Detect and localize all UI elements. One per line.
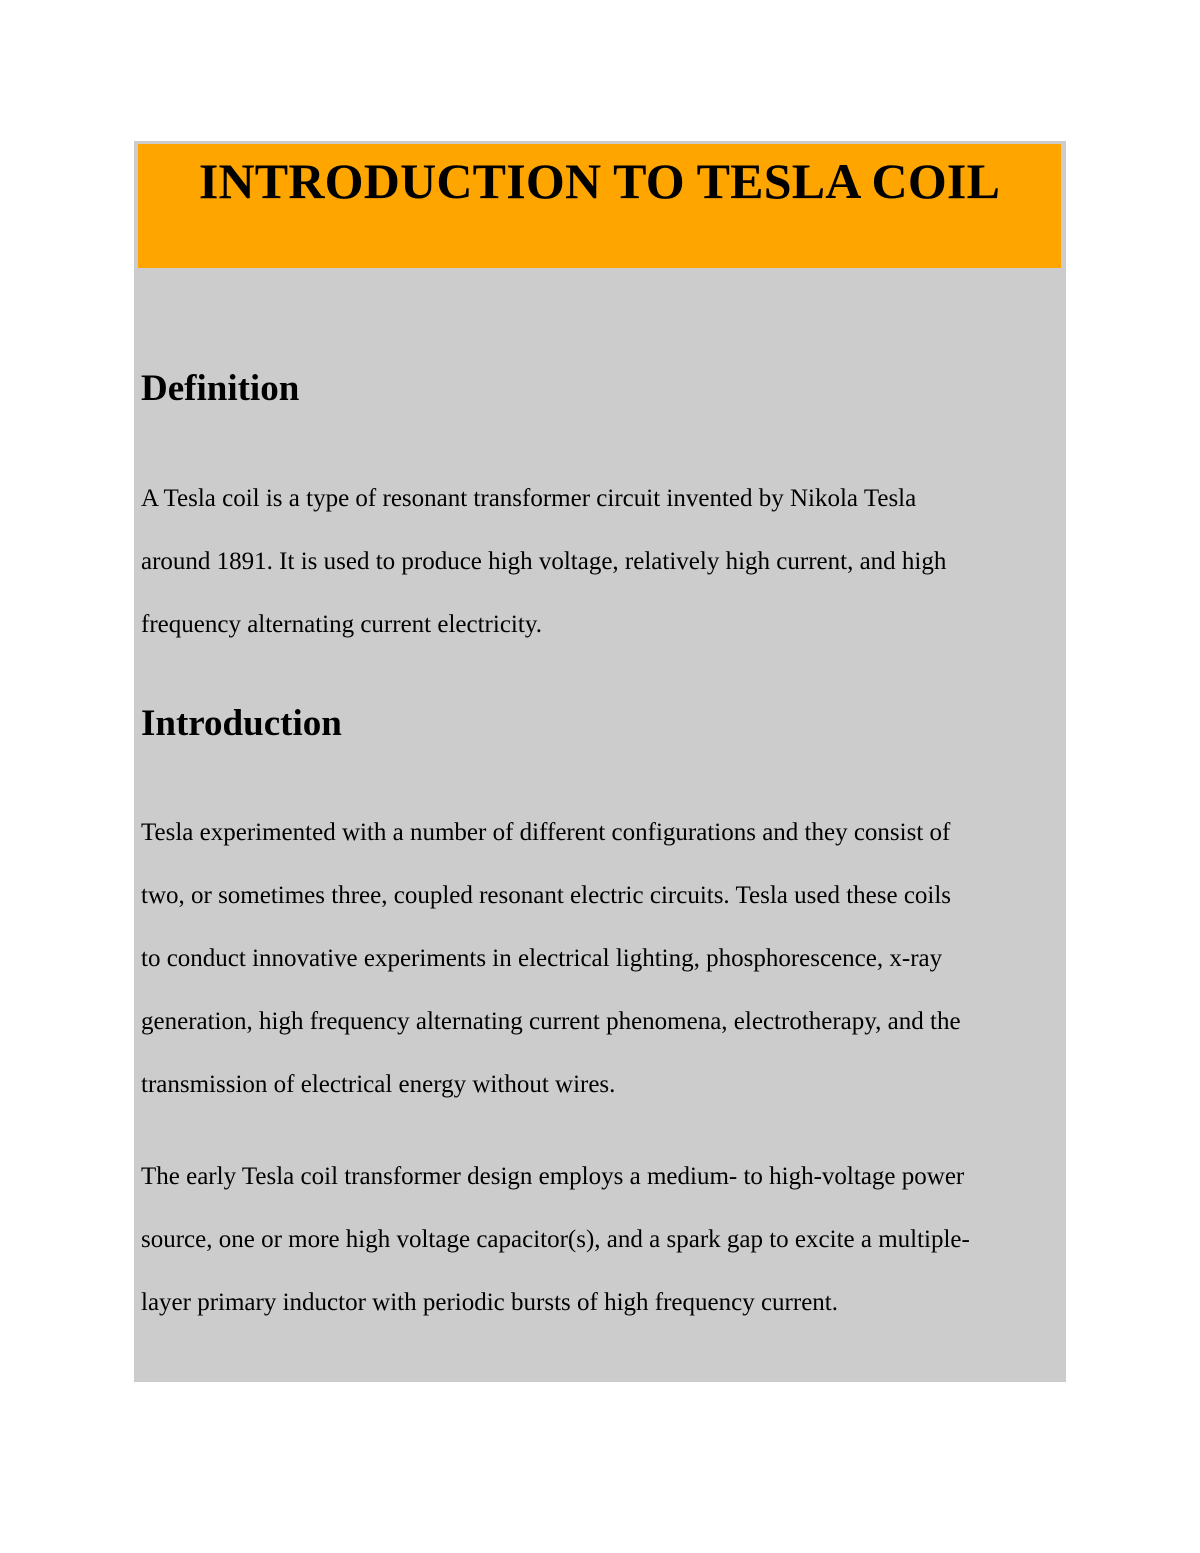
paragraph-line: source, one or more high voltage capacitor(s), and a spark gap to excite a multiple- <box>141 1226 970 1253</box>
paragraph-line: around 1891. It is used to produce high voltage, relatively high current, and high <box>141 548 947 575</box>
introduction-paragraph-1 <box>141 801 1056 1116</box>
introduction-paragraph-2 <box>141 1145 1056 1334</box>
paragraph-line: layer primary inductor with periodic bursts of high frequency current. <box>141 1289 838 1316</box>
paragraph-line: two, or sometimes three, coupled resonant electric circuits. Tesla used these coils <box>141 882 952 909</box>
paragraph-line: frequency alternating current electricity. <box>141 611 542 638</box>
definition-paragraph <box>141 467 1056 656</box>
title-banner <box>138 144 1061 268</box>
paragraph-line: Tesla experimented with a number of different configurations and they consist of <box>141 819 951 846</box>
paragraph-line: generation, high frequency alternating current phenomena, electrotherapy, and the <box>141 1008 961 1035</box>
document-panel <box>134 141 1066 1382</box>
paragraph-line: The early Tesla coil transformer design employs a medium- to high-voltage power <box>141 1163 965 1190</box>
page-title: INTRODUCTION TO TESLA COIL <box>198 153 1001 209</box>
paragraph-line: to conduct innovative experiments in electrical lighting, phosphorescence, x-ray <box>141 945 943 972</box>
section-heading-introduction: Introduction <box>141 703 342 744</box>
paragraph-line: transmission of electrical energy without wires. <box>141 1071 616 1098</box>
section-heading-definition: Definition <box>141 368 300 409</box>
paragraph-line: A Tesla coil is a type of resonant transformer circuit invented by Nikola Tesla <box>141 485 917 512</box>
